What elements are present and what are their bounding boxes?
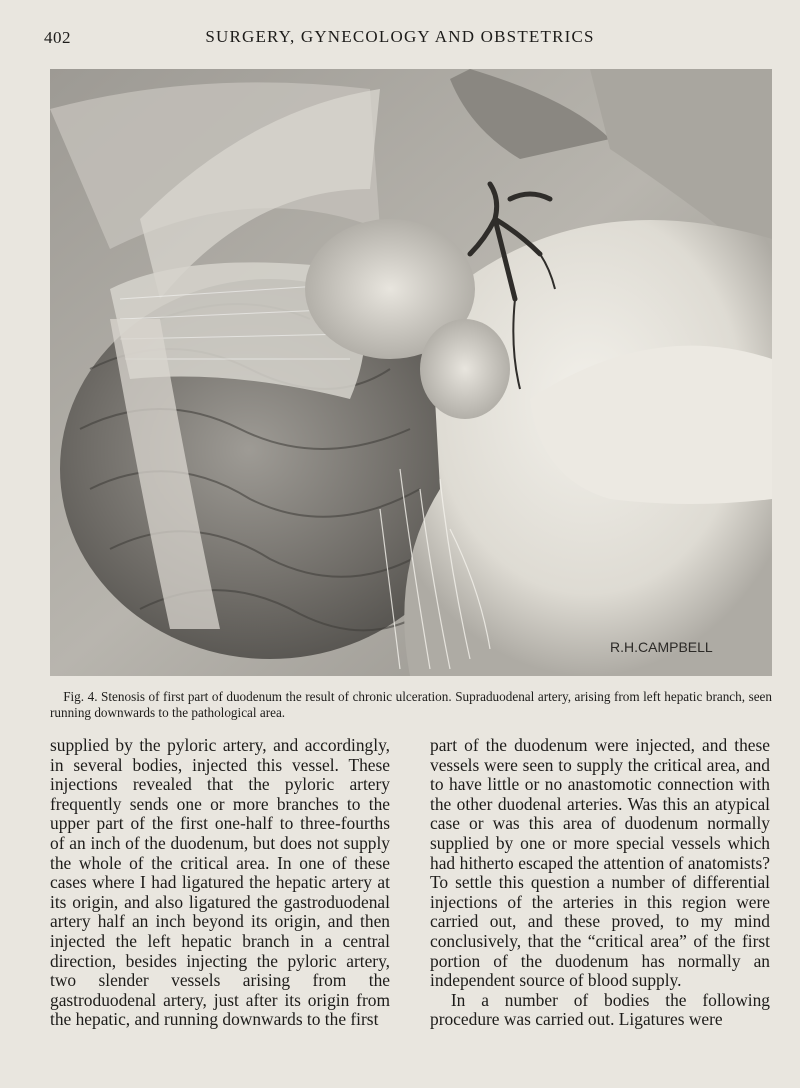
anatomical-illustration (50, 69, 772, 676)
text-column-right (430, 736, 770, 1030)
illustration-drawing (50, 69, 772, 676)
body-paragraph: supplied by the pyloric artery, and accordingly, in several bodies, injected this vessel. These injections revealed that the pyloric artery frequently sends one or more branches to the upper part of the first one-half to three-fourths of an inch of the duodenum, but does not supply the whole of the critical area. In one of these cases where I had ligatured the hepatic artery at its origin, and also ligatured the gastroduodenal artery half an inch beyond its origin, and then injected the left hepatic branch in a central direction, besides injecting the pyloric artery, two slender vessels arising from the gastroduodenal artery, just after its origin from the hepatic, and running downwards to the first (50, 735, 390, 1030)
running-head: SURGERY, GYNECOLOGY AND OBSTETRICS (205, 27, 595, 46)
text-column-left (50, 736, 390, 1030)
page-number: 402 (44, 28, 71, 47)
body-paragraph: In a number of bodies the following procedure was carried out. Ligatures were (430, 989, 770, 1030)
figure-caption: Fig. 4. Stenosis of first part of duodenum the result of chronic ulceration. Supraduodenal artery, arising from left hepatic branch, seen running downwards to the pathological area. (50, 689, 772, 720)
body-paragraph: part of the duodenum were injected, and these vessels were seen to supply the critical area, and to have little or no anastomotic connection with the other duodenal arteries. Was this an atypical case or was this area of duodenum normally supplied by one or more special vessels which had hitherto escaped the attention of anatomists? To settle this question a number of differential injections of the arteries in this region were carried out, and these proved, to my mind conclusively, that the “critical area” of the first portion of the duodenum has normally an independent source of blood supply. (430, 735, 770, 991)
illustrator-signature: R.H.CAMPBELL (610, 639, 713, 655)
